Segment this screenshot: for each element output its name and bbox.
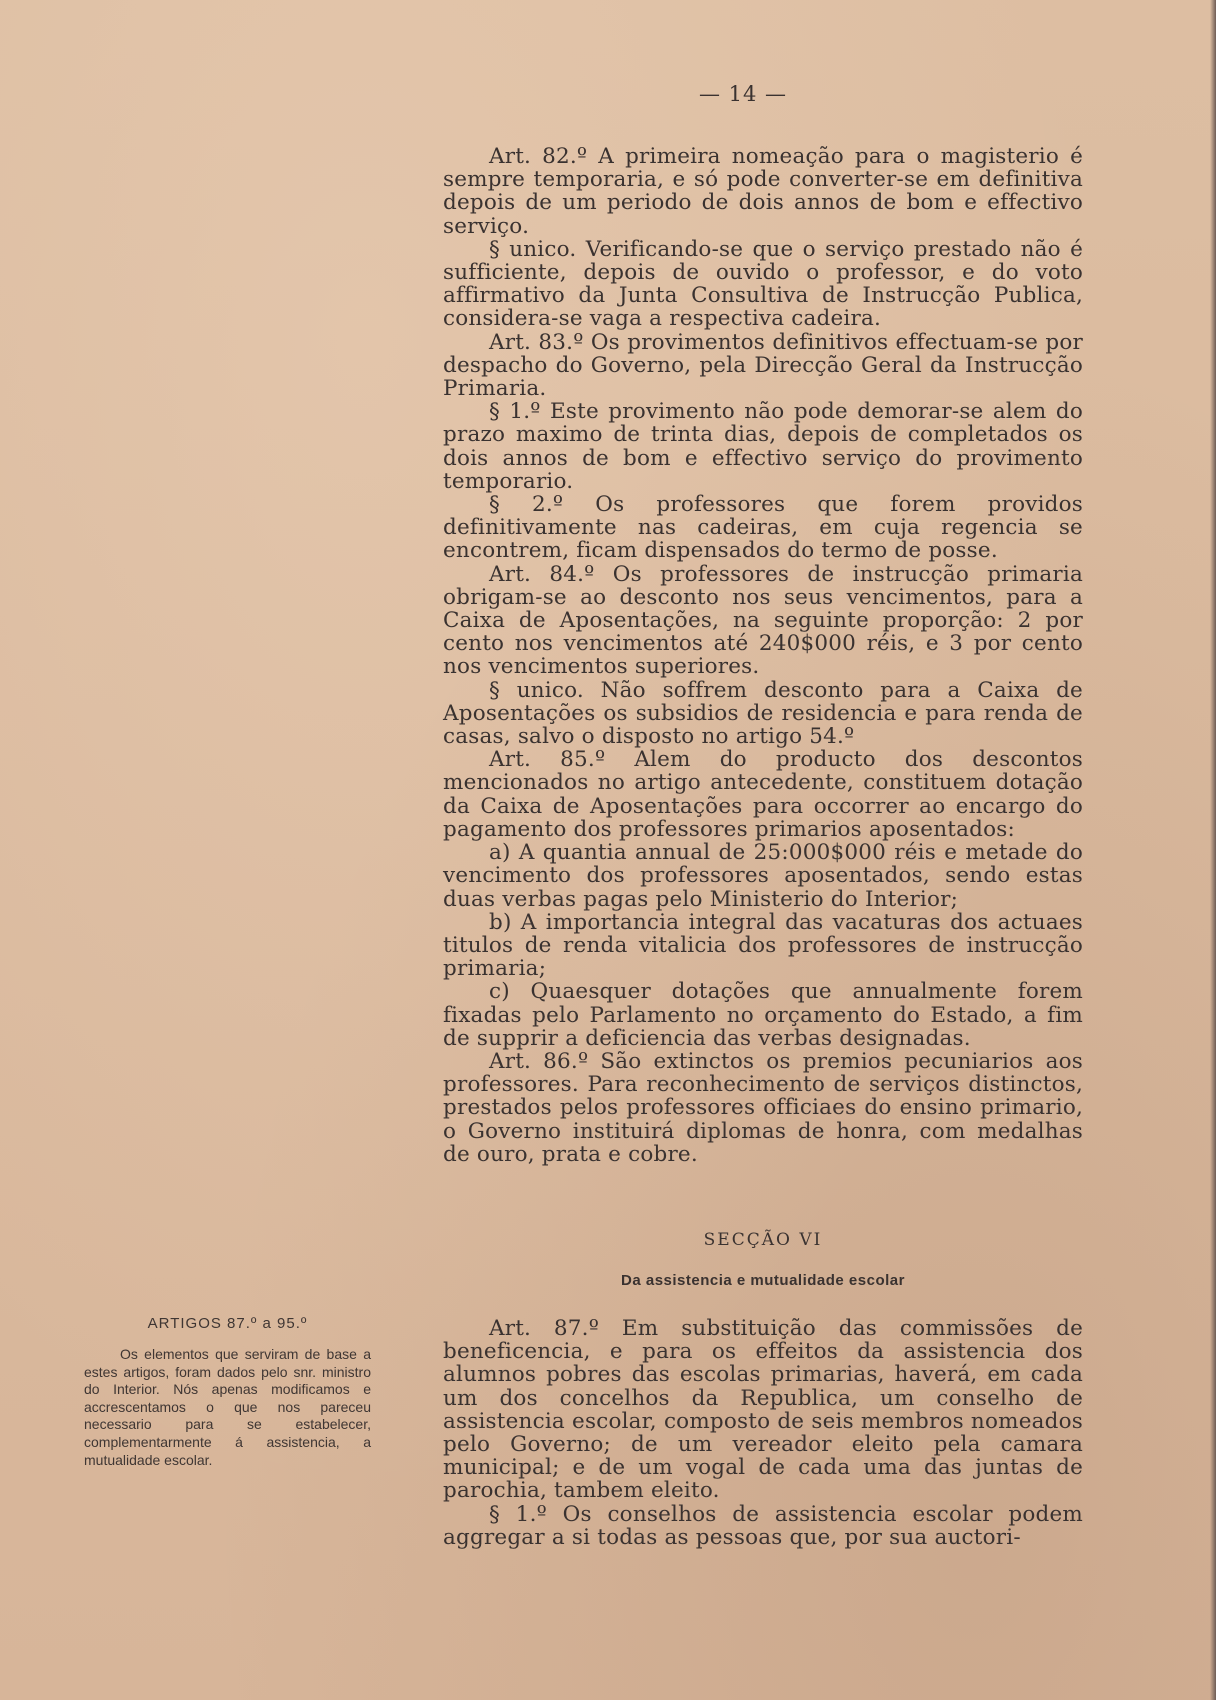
margin-note-heading: ARTIGOS 87.º a 95.º xyxy=(147,1315,308,1332)
page-number: — 14 — xyxy=(698,82,788,106)
page-edge-shadow xyxy=(1210,0,1216,1700)
paragraph-art-86: Art. 86.º São extinctos os premios pecuniarios aos professores. Para reconhecimento de serviços distinctos, prestados pelos professores officiaes do ensino primario, o Governo instituirá diplomas de honra, com medalhas de ouro, prata e cobre. xyxy=(443,1048,1083,1167)
paragraph-art-85: Art. 85.º Alem do producto dos descontos mencionados no artigo antecedente, constituem dotação da Caixa de Aposentações para occorrer ao encargo do pagamento dos professores primarios aposentados: xyxy=(443,747,1083,842)
margin-note xyxy=(84,1315,371,1469)
paragraph-art-84-unico: § unico. Não soffrem desconto para a Caixa de Aposentações os subsidios de residencia e para renda de casas, salvo o disposto no artigo 54.º xyxy=(443,677,1083,750)
paragraph-art-85-c: c) Quaesquer dotações que annualmente forem fixadas pelo Parlamento no orçamento do Estado, a fim de supprir a deficiencia das verbas designadas. xyxy=(443,979,1083,1051)
paragraph-art-85-b: b) A importancia integral das vacaturas dos actuaes titulos de renda vitalicia dos professores de instrucção primaria; xyxy=(443,909,1083,982)
paragraph-art-83-s1: § 1.º Este provimento não pode demorar-se alem do prazo maximo de trinta dias, depois de completados os dois annos de bom e effectivo serviço do provimento temporario. xyxy=(443,399,1083,494)
paragraph-art-82-unico: § unico. Verificando-se que o serviço prestado não é sufficiente, depois de ouvido o professor, e do voto affirmativo da Junta Consultiva de Instrucção Publica, considera-se vaga a respectiva cadeira. xyxy=(443,236,1083,332)
paragraph-art-83: Art. 83.º Os provimentos definitivos effectuam-se por despacho do Governo, pela Direcção Geral da Instrucção Primaria. xyxy=(443,329,1083,402)
section-subtitle: Da assistencia e mutualidade escolar xyxy=(621,1272,905,1289)
paragraph-art-84: Art. 84.º Os professores de instrucção primaria obrigam-se ao desconto nos seus vencimentos, para a Caixa de Aposentações, na seguinte proporção: 2 por cento nos vencimentos até 240$000 réis, e 3 por cento nos vencimentos superiores. xyxy=(443,561,1083,680)
paragraph-art-87-s1: § 1.º Os conselhos de assistencia escolar podem aggregar a si todas as pessoas que, por sua auctori- xyxy=(443,1501,1083,1550)
margin-note-text: Os elementos que serviram de base a estes artigos, foram dados pelo snr. ministro do Interior. Nós apenas modificamos e accrescentamos o que nos pareceu necessario para se estabelecer, complementarmente á assistencia, a mutualidade escolar. xyxy=(84,1346,371,1468)
main-text-column xyxy=(443,145,1083,1166)
section-text-column xyxy=(443,1317,1083,1549)
section-title: SECÇÃO VI xyxy=(703,1230,823,1250)
paragraph-art-83-s2: § 2.º Os professores que forem providos definitivamente nas cadeiras, em cuja regencia se encontrem, ficam dispensados do termo de posse. xyxy=(443,492,1083,564)
paragraph-art-85-a: a) A quantia annual de 25:000$000 réis e metade do vencimento dos professores aposentados, sendo estas duas verbas pagas pelo Ministerio do Interior; xyxy=(443,840,1083,912)
paragraph-art-87: Art. 87.º Em substituição das commissões de beneficencia, e para os effeitos da assistencia dos alumnos pobres das escolas primarias, haverá, em cada um dos concelhos da Republica, um conselho de assistencia escolar, composto de seis membros nomeados pelo Governo; de um vereador eleito pela camara municipal; e de um vogal de cada uma das juntas de parochia, tambem eleito. xyxy=(443,1316,1083,1504)
paragraph-art-82: Art. 82.º A primeira nomeação para o magisterio é sempre temporaria, e só pode converter-se em definitiva depois de um periodo de dois annos de bom e effectivo serviço. xyxy=(443,144,1083,239)
